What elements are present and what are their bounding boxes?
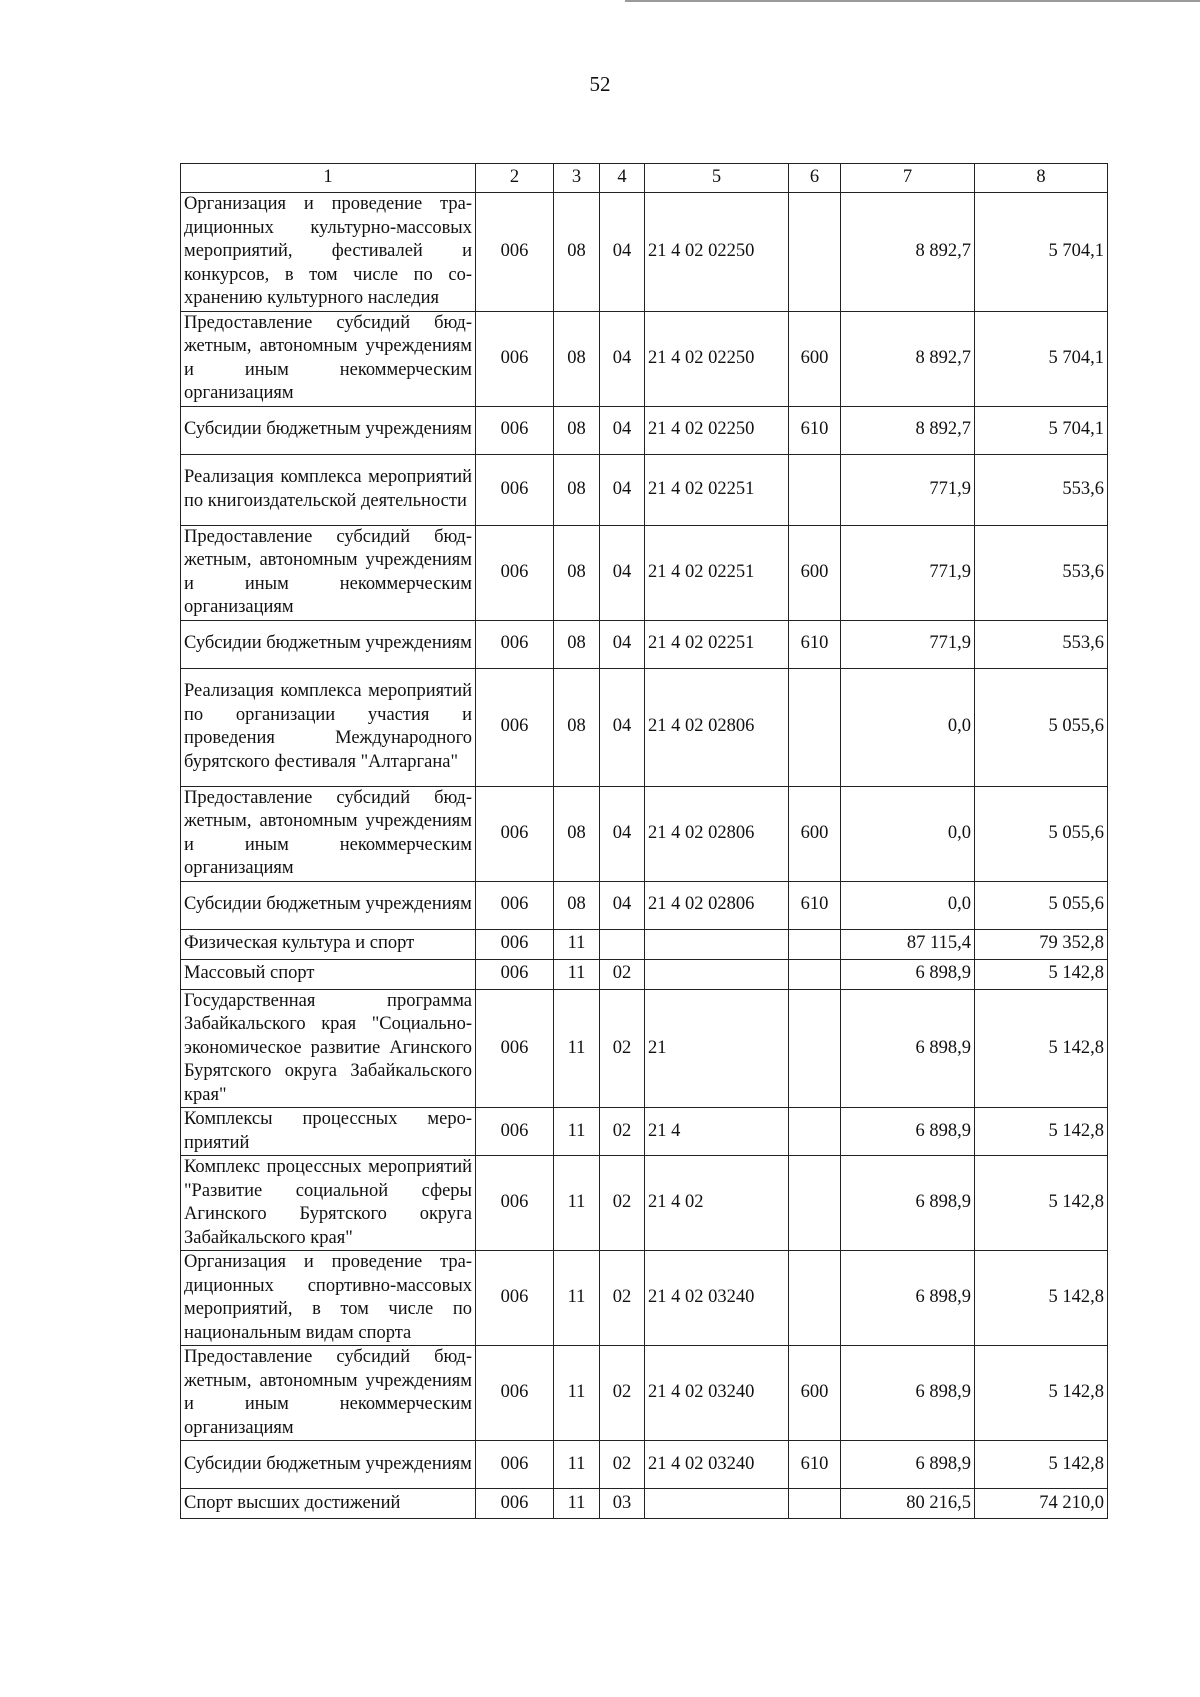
col-4-cell: 04	[600, 454, 645, 525]
row-name: Комплексы процессных мероприятий	[181, 1108, 476, 1156]
table-row	[181, 311, 1108, 406]
col-8-cell: 5 704,1	[975, 406, 1108, 454]
table-row	[181, 1346, 1108, 1441]
col-2-cell: 006	[476, 193, 554, 312]
col-4-cell: 04	[600, 311, 645, 406]
col-7-cell: 771,9	[841, 525, 975, 620]
col-8-cell: 553,6	[975, 620, 1108, 668]
col-4-cell: 02	[600, 959, 645, 989]
col-5-cell: 21 4 02 03240	[645, 1441, 789, 1489]
col-2-cell: 006	[476, 929, 554, 959]
col-3-cell: 08	[554, 406, 600, 454]
header-cell-8: 8	[975, 164, 1108, 193]
col-5-cell: 21	[645, 989, 789, 1108]
col-6-cell	[789, 1489, 841, 1519]
table-row	[181, 1251, 1108, 1346]
col-3-cell: 11	[554, 959, 600, 989]
col-4-cell: 04	[600, 881, 645, 929]
col-6-cell: 610	[789, 620, 841, 668]
col-3-cell: 08	[554, 786, 600, 881]
col-4-cell: 04	[600, 193, 645, 312]
col-5-cell: 21 4 02 02250	[645, 311, 789, 406]
col-2-cell: 006	[476, 1251, 554, 1346]
col-2-cell: 006	[476, 1489, 554, 1519]
col-8-cell: 5 142,8	[975, 1156, 1108, 1251]
col-6-cell	[789, 193, 841, 312]
row-name: Государственная программа Забайкальского края "Социально-экономическое развитие Агинского Бурятского округа Забайкальского края"	[181, 989, 476, 1108]
col-2-cell: 006	[476, 406, 554, 454]
table-row	[181, 193, 1108, 312]
col-2-cell: 006	[476, 881, 554, 929]
table-row	[181, 929, 1108, 959]
col-6-cell	[789, 1108, 841, 1156]
table-body	[181, 193, 1108, 1519]
col-3-cell: 11	[554, 1489, 600, 1519]
col-7-cell: 771,9	[841, 454, 975, 525]
col-3-cell: 11	[554, 1441, 600, 1489]
col-4-cell: 04	[600, 406, 645, 454]
col-7-cell: 0,0	[841, 668, 975, 786]
col-4-cell: 04	[600, 525, 645, 620]
col-6-cell: 610	[789, 881, 841, 929]
table-row	[181, 881, 1108, 929]
col-8-cell: 553,6	[975, 525, 1108, 620]
col-6-cell	[789, 1156, 841, 1251]
col-3-cell: 11	[554, 1251, 600, 1346]
row-name: Реализация комплекса мероприятий по организации участия и проведения Международного бурятского фестиваля "Алтаргана"	[181, 668, 476, 786]
col-4-cell: 02	[600, 1156, 645, 1251]
col-2-cell: 006	[476, 1441, 554, 1489]
col-5-cell: 21 4 02 02250	[645, 406, 789, 454]
col-5-cell	[645, 959, 789, 989]
col-8-cell: 5 704,1	[975, 311, 1108, 406]
col-3-cell: 08	[554, 454, 600, 525]
col-2-cell: 006	[476, 454, 554, 525]
row-name: Предоставление субсидий бюджетным, автономным учреждениям и иным некоммерческим организациям	[181, 525, 476, 620]
col-7-cell: 6 898,9	[841, 1156, 975, 1251]
col-6-cell	[789, 989, 841, 1108]
col-8-cell: 5 142,8	[975, 1346, 1108, 1441]
row-name: Организация и проведение традиционных спортивно-массовых мероприятий, в том числе по национальным видам спорта	[181, 1251, 476, 1346]
col-3-cell: 08	[554, 881, 600, 929]
col-4-cell: 02	[600, 1346, 645, 1441]
col-7-cell: 771,9	[841, 620, 975, 668]
header-cell-2: 2	[476, 164, 554, 193]
col-6-cell	[789, 454, 841, 525]
col-8-cell: 5 142,8	[975, 1441, 1108, 1489]
col-2-cell: 006	[476, 525, 554, 620]
col-6-cell: 600	[789, 311, 841, 406]
header-cell-4: 4	[600, 164, 645, 193]
header-row	[181, 164, 1108, 193]
col-2-cell: 006	[476, 668, 554, 786]
row-name: Физическая культура и спорт	[181, 929, 476, 959]
col-3-cell: 08	[554, 668, 600, 786]
col-4-cell: 04	[600, 668, 645, 786]
table-row	[181, 525, 1108, 620]
col-6-cell: 600	[789, 1346, 841, 1441]
col-2-cell: 006	[476, 989, 554, 1108]
col-3-cell: 08	[554, 311, 600, 406]
row-name: Предоставление субсидий бюджетным, автономным учреждениям и иным некоммерческим организациям	[181, 786, 476, 881]
col-5-cell: 21 4 02 02251	[645, 454, 789, 525]
col-6-cell: 600	[789, 786, 841, 881]
col-3-cell: 11	[554, 1108, 600, 1156]
col-8-cell: 74 210,0	[975, 1489, 1108, 1519]
table-row	[181, 406, 1108, 454]
col-5-cell: 21 4 02 02806	[645, 786, 789, 881]
table-row	[181, 959, 1108, 989]
col-5-cell: 21 4 02 02251	[645, 620, 789, 668]
col-7-cell: 8 892,7	[841, 311, 975, 406]
table-row	[181, 989, 1108, 1108]
col-8-cell: 5 142,8	[975, 959, 1108, 989]
col-8-cell: 5 704,1	[975, 193, 1108, 312]
col-2-cell: 006	[476, 1346, 554, 1441]
col-3-cell: 08	[554, 193, 600, 312]
header-cell-6: 6	[789, 164, 841, 193]
row-name: Спорт высших достижений	[181, 1489, 476, 1519]
col-8-cell: 5 142,8	[975, 989, 1108, 1108]
col-6-cell	[789, 959, 841, 989]
col-5-cell: 21 4 02 02806	[645, 668, 789, 786]
col-2-cell: 006	[476, 1156, 554, 1251]
row-name: Субсидии бюджетным учреждениям	[181, 881, 476, 929]
col-5-cell: 21 4	[645, 1108, 789, 1156]
table-row	[181, 1441, 1108, 1489]
col-6-cell	[789, 668, 841, 786]
col-6-cell: 600	[789, 525, 841, 620]
col-4-cell	[600, 929, 645, 959]
col-5-cell: 21 4 02 03240	[645, 1346, 789, 1441]
col-6-cell	[789, 1251, 841, 1346]
col-8-cell: 5 055,6	[975, 881, 1108, 929]
header-cell-7: 7	[841, 164, 975, 193]
col-5-cell: 21 4 02 02806	[645, 881, 789, 929]
table-row	[181, 1489, 1108, 1519]
row-name: Субсидии бюджетным учреждениям	[181, 406, 476, 454]
col-3-cell: 08	[554, 525, 600, 620]
col-8-cell: 5 142,8	[975, 1108, 1108, 1156]
col-6-cell	[789, 929, 841, 959]
col-8-cell: 5 055,6	[975, 786, 1108, 881]
row-name: Субсидии бюджетным учреждениям	[181, 620, 476, 668]
col-2-cell: 006	[476, 620, 554, 668]
col-3-cell: 08	[554, 620, 600, 668]
col-7-cell: 87 115,4	[841, 929, 975, 959]
table-row	[181, 668, 1108, 786]
col-3-cell: 11	[554, 1156, 600, 1251]
col-5-cell: 21 4 02	[645, 1156, 789, 1251]
col-7-cell: 0,0	[841, 881, 975, 929]
table-row	[181, 1156, 1108, 1251]
row-name: Организация и проведение традиционных культурно-массовых мероприятий, фестивалей и конкурсов, в том числе по сохранению культурного наследия	[181, 193, 476, 312]
col-7-cell: 80 216,5	[841, 1489, 975, 1519]
col-7-cell: 8 892,7	[841, 406, 975, 454]
col-4-cell: 02	[600, 1441, 645, 1489]
col-5-cell: 21 4 02 02250	[645, 193, 789, 312]
col-8-cell: 79 352,8	[975, 929, 1108, 959]
col-7-cell: 6 898,9	[841, 989, 975, 1108]
scan-edge-line	[625, 0, 1200, 2]
col-8-cell: 553,6	[975, 454, 1108, 525]
col-6-cell: 610	[789, 406, 841, 454]
col-7-cell: 8 892,7	[841, 193, 975, 312]
col-7-cell: 6 898,9	[841, 1346, 975, 1441]
col-2-cell: 006	[476, 311, 554, 406]
col-2-cell: 006	[476, 959, 554, 989]
col-5-cell: 21 4 02 03240	[645, 1251, 789, 1346]
row-name: Предоставление субсидий бюджетным, автономным учреждениям и иным некоммерческим организациям	[181, 311, 476, 406]
col-4-cell: 02	[600, 1108, 645, 1156]
col-7-cell: 6 898,9	[841, 959, 975, 989]
col-4-cell: 04	[600, 620, 645, 668]
col-8-cell: 5 142,8	[975, 1251, 1108, 1346]
col-6-cell: 610	[789, 1441, 841, 1489]
row-name: Реализация комплекса мероприятий по книгоиздательской деятельности	[181, 454, 476, 525]
col-7-cell: 6 898,9	[841, 1251, 975, 1346]
row-name: Предоставление субсидий бюджетным, автономным учреждениям и иным некоммерческим организациям	[181, 1346, 476, 1441]
row-name: Комплекс процессных мероприятий "Развитие социальной сферы Агинского Бурятского округа Забайкальского края"	[181, 1156, 476, 1251]
col-5-cell: 21 4 02 02251	[645, 525, 789, 620]
col-5-cell	[645, 1489, 789, 1519]
col-7-cell: 0,0	[841, 786, 975, 881]
col-7-cell: 6 898,9	[841, 1108, 975, 1156]
header-cell-1: 1	[181, 164, 476, 193]
table-row	[181, 454, 1108, 525]
table-row	[181, 786, 1108, 881]
row-name: Массовый спорт	[181, 959, 476, 989]
col-3-cell: 11	[554, 1346, 600, 1441]
col-4-cell: 04	[600, 786, 645, 881]
table-row	[181, 1108, 1108, 1156]
header-cell-3: 3	[554, 164, 600, 193]
col-3-cell: 11	[554, 929, 600, 959]
col-3-cell: 11	[554, 989, 600, 1108]
col-7-cell: 6 898,9	[841, 1441, 975, 1489]
col-2-cell: 006	[476, 786, 554, 881]
table-row	[181, 620, 1108, 668]
col-2-cell: 006	[476, 1108, 554, 1156]
col-8-cell: 5 055,6	[975, 668, 1108, 786]
header-cell-5: 5	[645, 164, 789, 193]
col-5-cell	[645, 929, 789, 959]
col-4-cell: 02	[600, 1251, 645, 1346]
row-name: Субсидии бюджетным учреждениям	[181, 1441, 476, 1489]
budget-table	[180, 163, 1108, 1519]
col-4-cell: 03	[600, 1489, 645, 1519]
page-number: 52	[589, 72, 611, 96]
col-4-cell: 02	[600, 989, 645, 1108]
